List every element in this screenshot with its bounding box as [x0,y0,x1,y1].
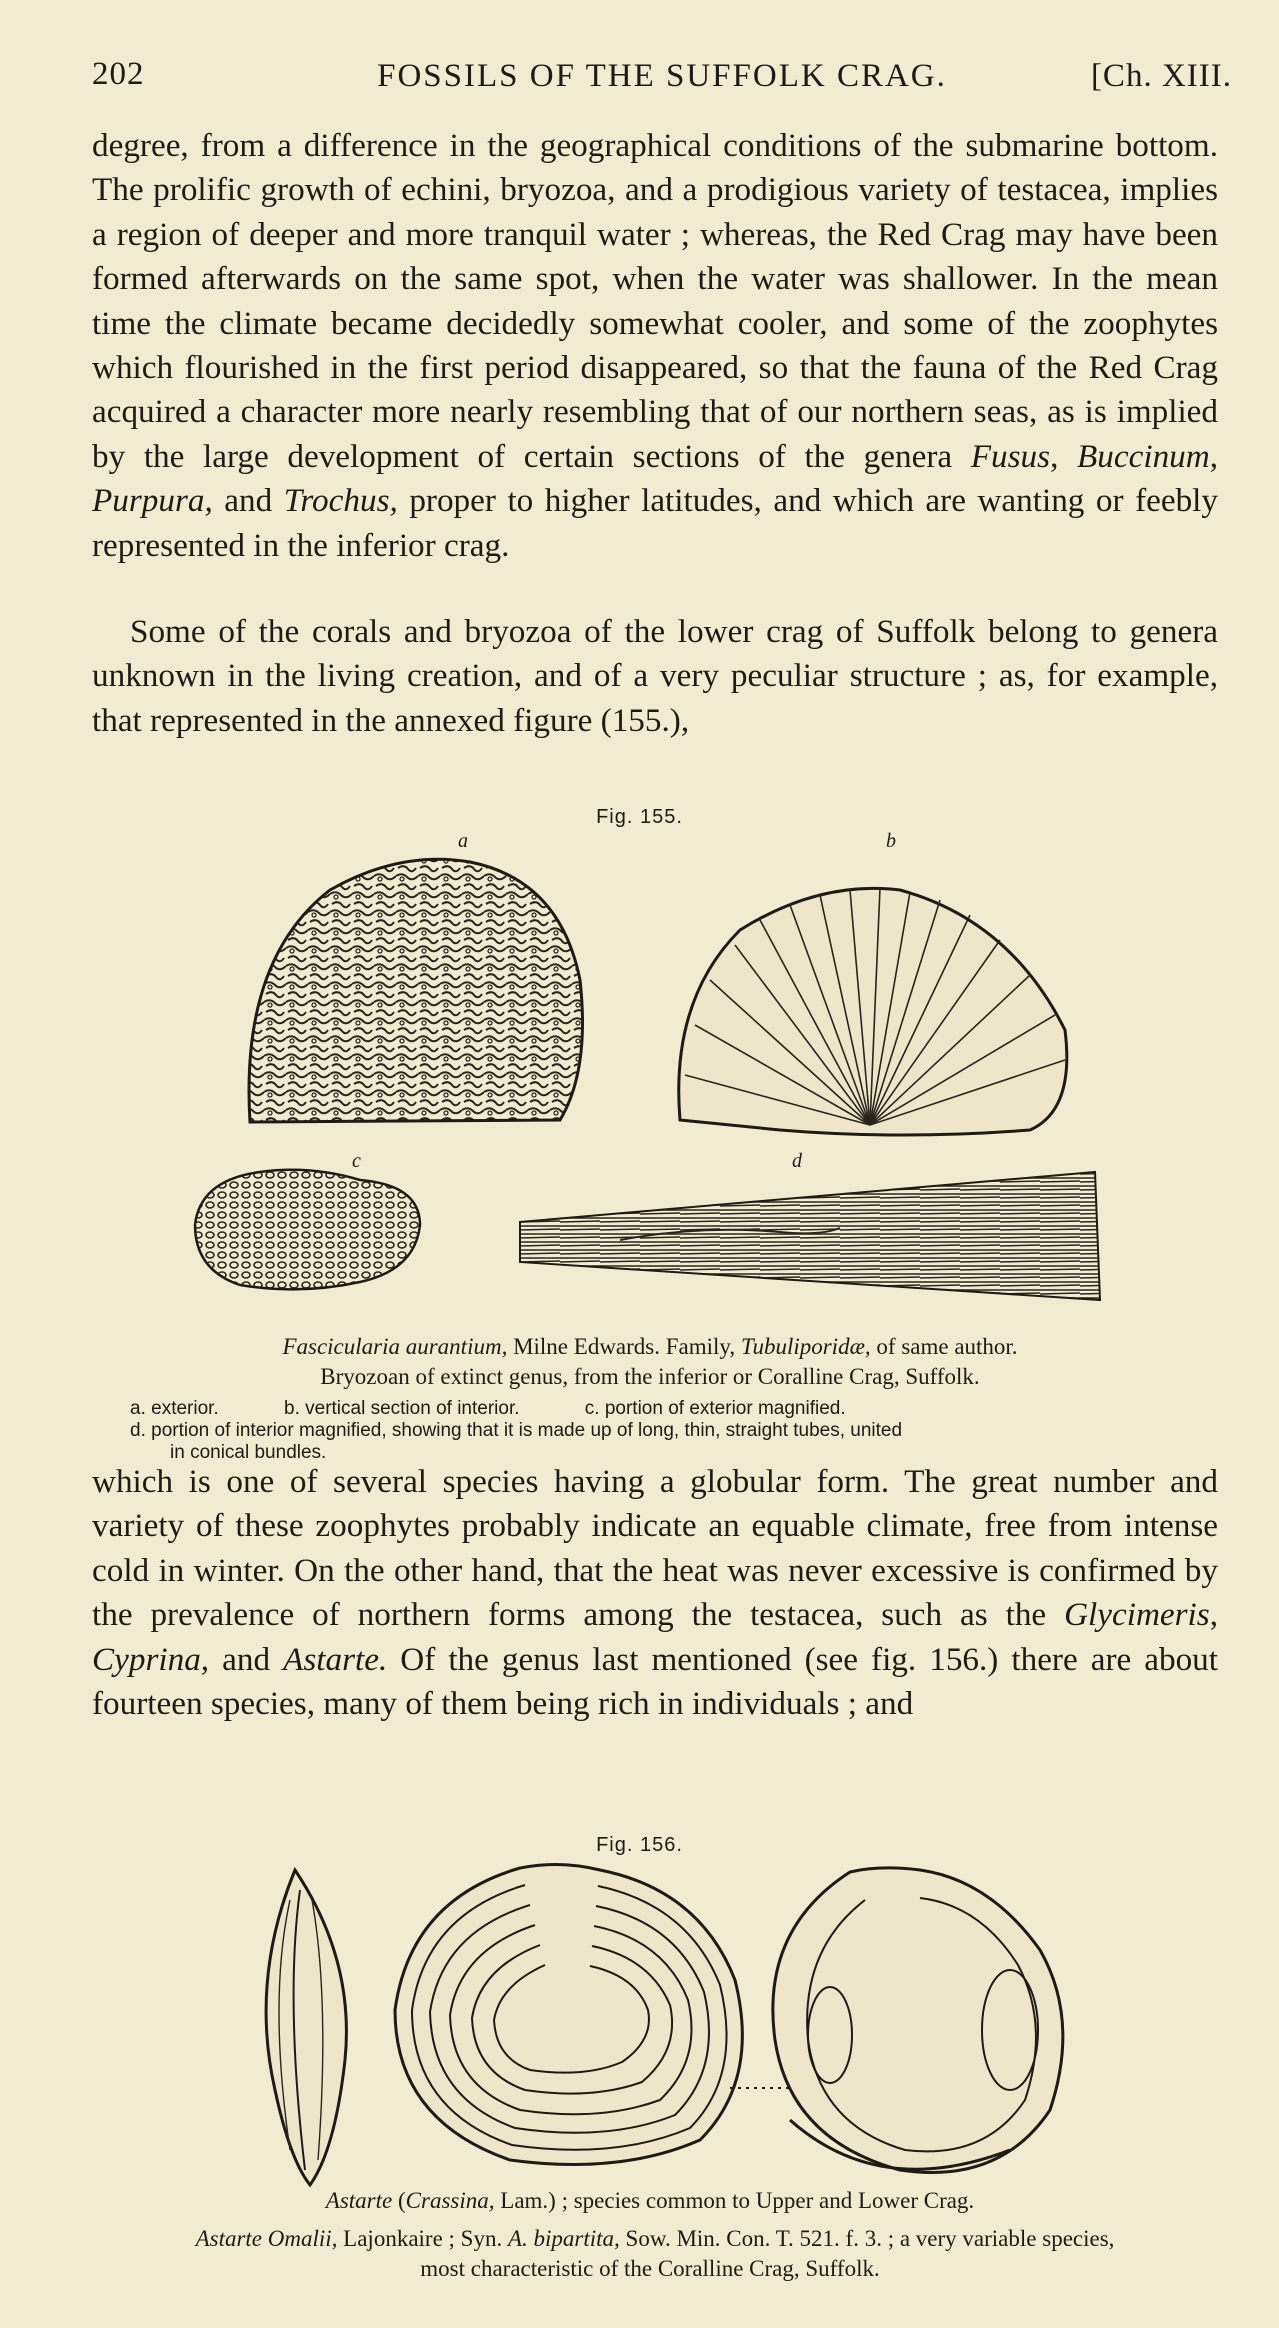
text-run: Lam.) ; species common to Upper and Lower Crag. [494,2188,975,2213]
text-run: which is one of several species having a globular form. The great number and variety of these zoophytes probably indicate an equable climate, free from intense cold in winter. On the other hand, that the heat was never excessive is confirmed by the prevalence of northern forms among the testacea, such as the [92,1463,1218,1634]
legend-c: c. portion of exterior magnified. [584,1398,846,1419]
caption-species: Fascicularia aurantium, [282,1334,508,1359]
genus-fusus: Fusus [970,437,1051,475]
genus-cyprina: Cyprina, [92,1640,210,1678]
shell-side-view [266,1870,346,2185]
legend-b: b. vertical section of interior. [284,1398,520,1419]
fig-155-caption-line-2: Bryozoan of extinct genus, from the inferior or Coralline Crag, Suffolk. [320,1364,980,1389]
legend-d: d. portion of interior magnified, showing that it is made up of long, thin, straight tubes, united [130,1420,903,1441]
fig-156-caption-line-3: most characteristic of the Coralline Crag, Suffolk. [420,2256,880,2281]
text-run: degree, from a difference in the geographical conditions of the submarine bottom. The prolific growth of echini, bryozoa, and a prodigious variety of testacea, implies a region of deeper and more tranquil water ; whereas, the Red Crag may have been formed afterwards on the same spot, when the water was shallower. In the mean time the climate became decidedly somewhat cooler, and some of the zoophytes which flourished in the first period disappeared, so that the fauna of the Red Crag acquired a character more nearly resembling that of our northern seas, as is implied by the large development of certain sections of the genera [92,127,1218,475]
genus-astarte: Astarte. [283,1640,388,1678]
fig-155-letter-d: d [792,1150,802,1172]
page-number: 202 [92,56,145,92]
fig-155-label: Fig. 155. [596,806,683,828]
text-run: and [212,482,284,520]
caption-family: Tubuliporidæ, [740,1334,871,1359]
paragraph-2: Some of the corals and bryozoa of the lower crag of Suffolk belong to genera unknown in the living creation, and of a very peculiar structure ; as, for example, that represented in the annexed figure (155.), [92,613,1218,739]
fig-155-letter-c: c [352,1150,361,1172]
shell-interior-valve [773,1868,1063,2173]
caption-species: Astarte [325,2188,393,2213]
fig-156-caption-line-1: Astarte (Crassina, Lam.) ; species common to Upper and Lower Crag. [325,2188,975,2213]
legend-a: a. exterior. [130,1398,219,1419]
fig-156-label: Fig. 156. [596,1834,683,1856]
genus-glycimeris: Glycimeris [1064,1596,1210,1634]
caption-species-omalii: Astarte Omalii, [195,2226,338,2251]
text-run: Lajonkaire ; Syn. [337,2226,508,2251]
shell-exterior-valve [395,1864,742,2164]
text-run: Sow. Min. Con. T. 521. f. 3. ; a very variable species, [619,2226,1115,2251]
genus-buccinum: Buccinum [1077,437,1210,475]
text-run: Milne Edwards. Family, [507,1334,741,1359]
paragraph-3: which is one of several species having a globular form. The great number and variety of these zoophytes probably indicate an equable climate, free from intense cold in winter. On the other hand, that the heat was never excessive is confirmed by the prevalence of northern forms among the testacea, such as the Glycimeris, Cyprina, and Astarte. Of the genus last mentioned (see fig. 156.) there are about fourteen species, many of them being rich in individuals ; and [92,1463,1218,1723]
genus-trochus: Trochus, [283,482,398,520]
text-run: and [222,1640,284,1678]
text-run: Of the genus last mentioned (see fig. 156.) there are about fourteen species, many of them being rich in individuals ; and [92,1640,1218,1723]
genus-purpura: Purpura, [92,482,213,520]
legend-d-continued: in conical bundles. [170,1442,327,1463]
text-run: proper to higher latitudes, and which are wanting or feebly represented in the inferior crag. [92,482,1218,564]
fig-156-caption-line-2 [80,2224,1230,2254]
fig-155-letter-a: a [458,830,468,852]
text-run: of same author. [870,1334,1018,1359]
paragraph-1: degree, from a difference in the geographical conditions of the submarine bottom. The prolific growth of echini, bryozoa, and a prodigious variety of testacea, implies a region of deeper and more tranquil water ; whereas, the Red Crag may have been formed afterwards on the same spot, when the water was shallower. In the mean time the climate became decidedly somewhat cooler, and some of the zoophytes which flourished in the first period disappeared, so that the fauna of the Red Crag acquired a character more nearly resembling that of our northern seas, as is implied by the large development of certain sections of the genera Fusus, Buccinum, Purpura, and Trochus, proper to higher latitudes, and which are wanting or feebly represented in the inferior crag. [92,127,1219,564]
running-title: FOSSILS OF THE SUFFOLK CRAG. [377,58,947,94]
chapter-reference: [Ch. XIII. [1090,58,1232,94]
fig-155-letter-b: b [886,830,896,852]
caption-synonym-bipartita: A. bipartita, [507,2226,620,2251]
caption-synonym: Crassina, [405,2188,495,2213]
